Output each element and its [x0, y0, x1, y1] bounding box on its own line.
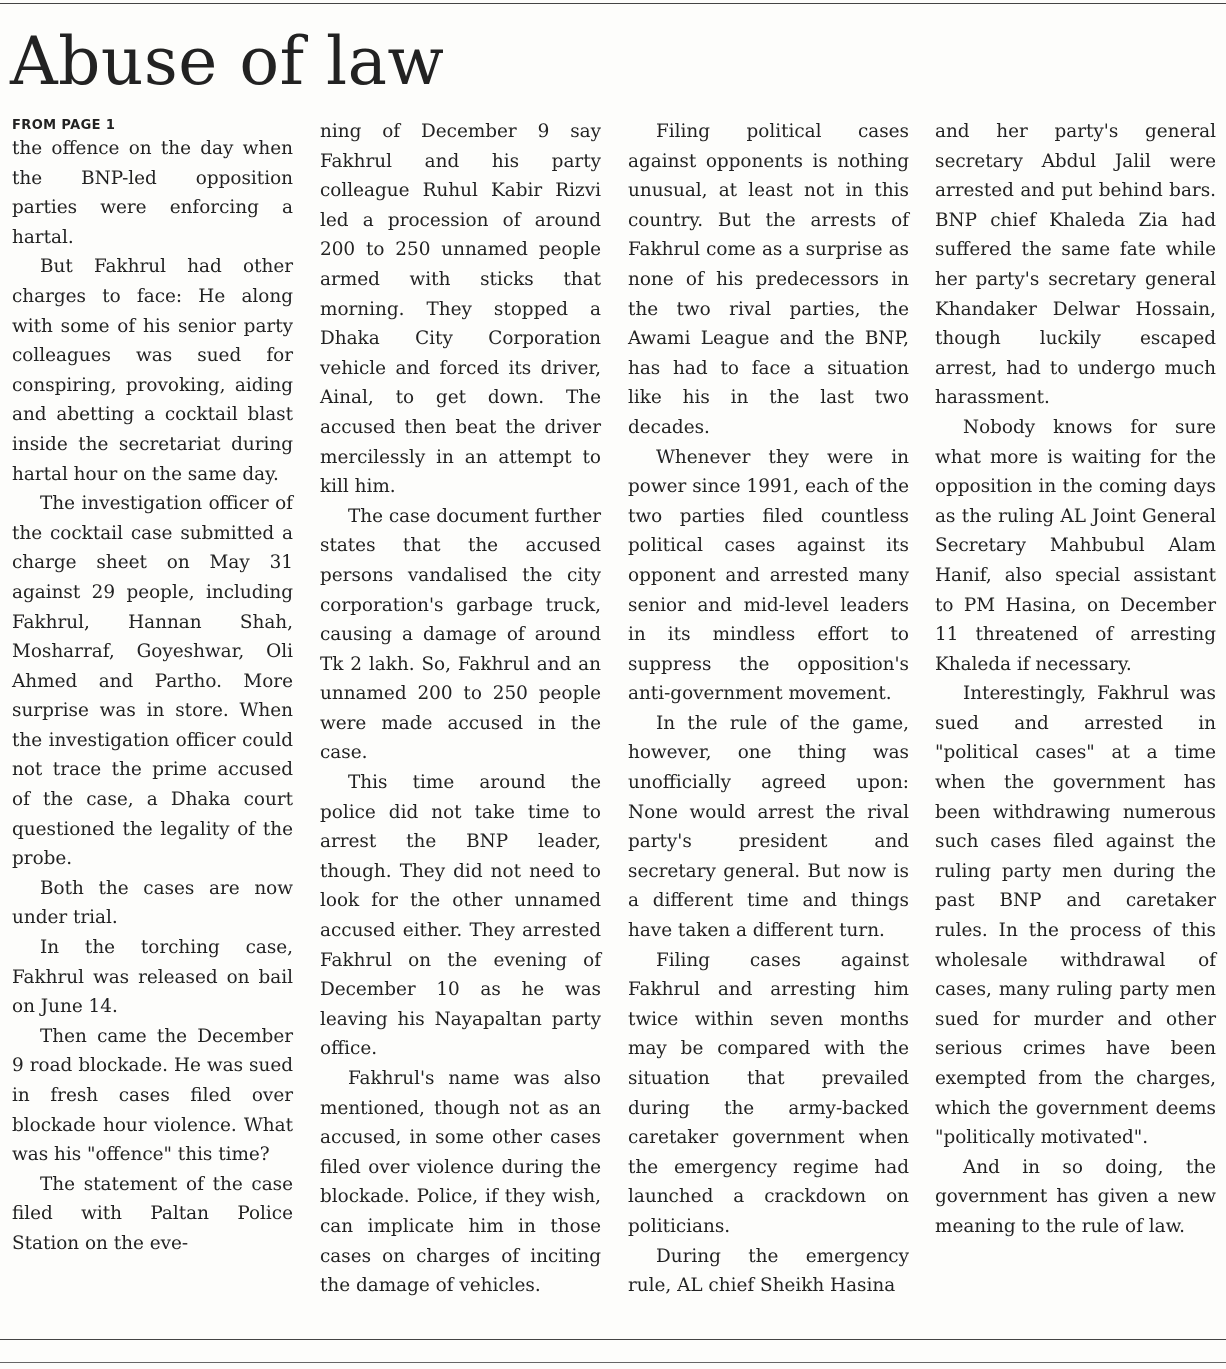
paragraph: Both the cases are now under trial.: [12, 877, 293, 929]
paragraph: In the torching case, Fakhrul was released on bail on June 14.: [12, 937, 293, 1018]
paragraph: Filing political cases against opponents is nothing unusual, at least not in this country. But the arrests of Fakhrul come as a surprise as none of his predecessors in the two rival parties, the Awami League and the BNP, has had to face a situation like his in the last two decades.: [628, 121, 909, 438]
headline: Abuse of law: [10, 23, 445, 100]
paragraph: The case document further states that the accused persons vandalised the city corporation's garbage truck, causing a damage of around Tk 2 lakh. So, Fakhrul and an unnamed 200 to 250 people were made accused in the case.: [320, 505, 602, 764]
continuation-kicker: FROM PAGE 1: [12, 118, 116, 133]
paragraph: Then came the December 9 road blockade. He was sued in fresh cases filed over blockade hour violence. What was his "offence" this time?: [12, 1025, 293, 1166]
paragraph: And in so doing, the government has given a new meaning to the rule of law.: [935, 1156, 1216, 1237]
top-rule: [0, 3, 1226, 4]
article-column-2: [320, 117, 601, 1301]
paragraph: But Fakhrul had other charges to face: He along with some of his senior party colleagues was sued for conspiring, provoking, aiding and abetting a cocktail blast inside the secretariat during hartal hour on the same day.: [12, 256, 293, 485]
bottom-rule: [0, 1339, 1226, 1340]
paragraph: In the rule of the game, however, one thing was unofficially agreed upon: None would arrest the rival party's president and secretary general. But now is a different time and things have taken a different turn.: [628, 712, 909, 942]
paragraph: This time around the police did not take time to arrest the BNP leader, though. They did not need to look for the other unnamed accused either. They arrested Fakhrul on the evening of December 10 as he was leaving his Nayapaltan party office.: [320, 772, 601, 1060]
page-edge-rule: [0, 1362, 1226, 1363]
paragraph: Fakhrul's name was also mentioned, though not as an accused, in some other cases filed over violence during the blockade. Police, if they wish, can implicate him in those cases on charges of inciting the damage of vehicles.: [320, 1068, 601, 1297]
paragraph: Nobody knows for sure what more is waiting for the opposition in the coming days as the ruling AL Joint General Secretary Mahbubul Alam Hanif, also special assistant to PM Hasina, on December 11 threatened of arresting Khaleda if necessary.: [935, 416, 1216, 675]
paragraph: Interestingly, Fakhrul was sued and arrested in "political cases" at a time when the government has been withdrawing numerous such cases filed against the ruling party men during the past BNP and caretaker rules. In the process of this wholesale withdrawal of cases, many ruling party men sued for murder and other serious crimes have been exempted from the charges, which the government deems "politically motivated".: [935, 683, 1216, 1149]
paragraph: and her party's general secretary Abdul Jalil were arrested and put behind bars. BNP chief Khaleda Zia had suffered the same fate while her party's secretary general Khandaker Delwar Hossain, though luckily escaped arrest, had to undergo much harassment.: [935, 121, 1216, 409]
article-column-4: [935, 117, 1216, 1242]
paragraph: Whenever they were in power since 1991, each of the two parties filed countless political cases against its opponent and arrested many senior and mid-level leaders in its mindless effort to suppress the opposition's anti-government movement.: [628, 446, 909, 705]
paragraph: During the emergency rule, AL chief Sheikh Hasina: [628, 1245, 909, 1297]
paragraph: The statement of the case filed with Paltan Police Station on the eve-: [12, 1173, 293, 1254]
paragraph: ning of December 9 say Fakhrul and his party colleague Ruhul Kabir Rizvi led a procession of around 200 to 250 unnamed people armed with sticks that morning. They stopped a Dhaka City Corporation vehicle and forced its driver, Ainal, to get down. The accused then beat the driver mercilessly in an attempt to kill him.: [320, 121, 601, 498]
article-column-3: [628, 117, 909, 1301]
paragraph: The investigation officer of the cocktail case submitted a charge sheet on May 31 against 29 people, including Fakhrul, Hannan Shah, Mosharraf, Goyeshwar, Oli Ahmed and Partho. More surprise was in store. When the investigation officer could not trace the prime accused of the case, a Dhaka court questioned the legality of the probe.: [12, 493, 293, 870]
paragraph: the offence on the day when the BNP-led opposition parties were enforcing a hartal.: [12, 138, 293, 248]
paragraph: Filing cases against Fakhrul and arresting him twice within seven months may be compared with the situation that prevailed during the army-backed caretaker government when the emergency regime had launched a crackdown on politicians.: [628, 949, 909, 1237]
article-column-1: [12, 117, 293, 1259]
